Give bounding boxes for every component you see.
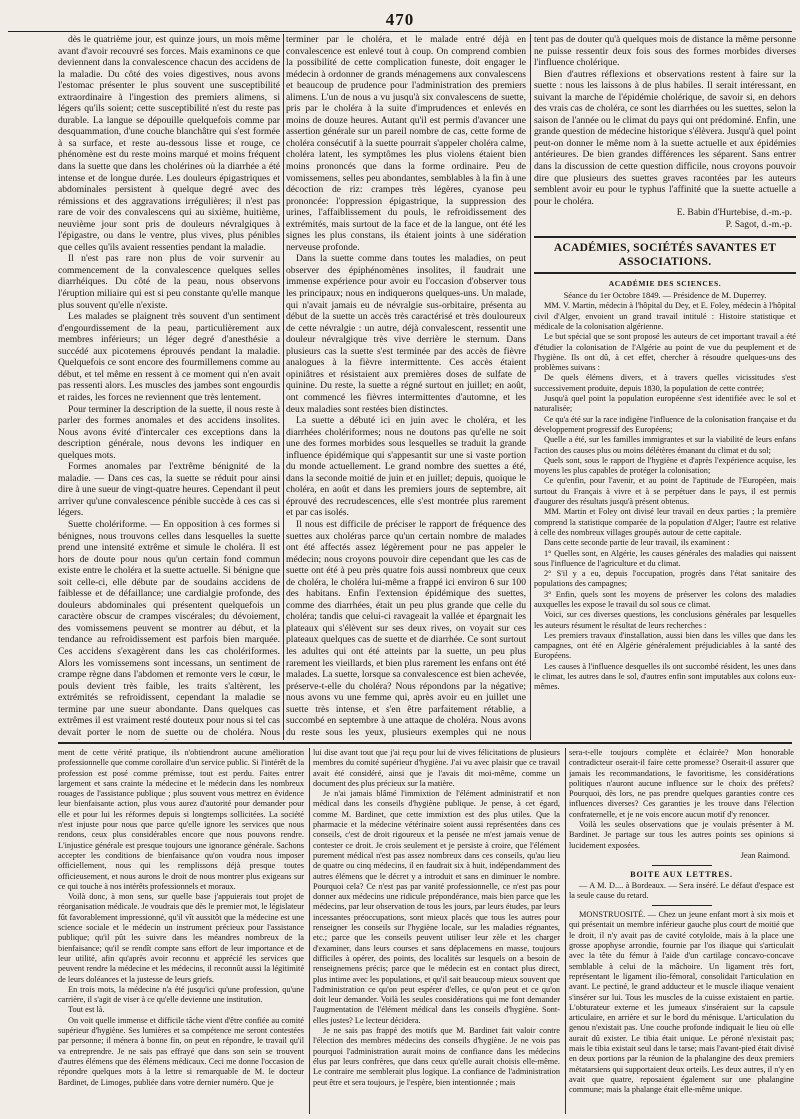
paragraph: Ce qu'enfin, pour l'avenir, et au point de l'aptitude de l'Européen, mais surtout du Français à vivre et à se perpétuer dans le pays, il est permis d'augurer des résultats jusqu'à présent obtenus. [534,476,796,507]
paragraph: De quels élémens divers, et à travers quelles vicissitudes s'est successivement produite, depuis 1830, la population de cette contrée; [534,373,796,393]
paragraph: Pour terminer la description de la suette, il nous reste à parler des formes anomales et des accidens insolites. Nous avons évité d'intercaler ces exceptions dans la description générale, nous devons les indiquer en quelques mots. [58,403,280,461]
paragraph: Dans cette seconde partie de leur travail, ils examinent : [544,538,730,548]
paragraph: MM. V. Martin, médecin à l'hôpital du Dey, et E. Foley, médecin à l'hôpital civil d'Alger, envoient un grand travail intitulé : Histoire statistique et médicale de la colonisation algérienne. [534,301,796,331]
section-title: ACADÉMIES, SOCIÉTÉS SAVANTES ET ASSOCIATIONS. [534,236,796,274]
separator-rule [652,905,712,906]
column-divider [565,748,566,1114]
paragraph: terminer par le choléra, et le malade entré déjà en convalescence est enlevé tout à coup. On comprend combien la possibilité de cette complication funeste, doit engager le médecin à ordonner de grands ménagemens aux convalescens et beaucoup de prudence pour l'administration des premiers alimens. L'un de nous a vu jusqu'à six convalescens de suette, pris par le choléra à la suite d'imprudences et enlevés en moins de douze heures. Autant qu'il est permis d'avancer une assertion générale sur un pareil nombre de cas, cette forme de choléra consécutif à la suette pourrait s'appeler choléra calme, choléra latent, les symptômes les plus violens étaient bien moins prononcés que dans la forme ordinaire. Peu de vomissemens, selles peu abondantes, semblables à la fin à une décoction de riz: crampes très légères, cyanose peu prononcée: l'oppression épigastrique, la suppression des urines, l'affaiblissement du pouls, le refroidissement des extrémités, mais surtout de la face et de la langue, ont été les signes les plus constans, ils étaient joints à une sidération nerveuse profonde. [286,34,526,253]
paragraph: Il nous est difficile de préciser le rapport de fréquence des suettes aux choléras parce qu'un certain nombre de malades ont été affectés assez légèrement pour ne pas appeler le médecin; nous croyons pouvoir dire cependant que les cas de suette ont été à peu près quatre fois aussi nombreux que ceux de choléra, le choléra lui-même a frappé ici environ 6 sur 100 des habitans. Enfin l'extension épidémique des suettes, comme des diarrhées, était un peu plus grande que celle du choléra; tandis que celui-ci ravageait la vallée et épargnait les plateaux qui s'élèvent sur ses deux rives, on voyait sur ces plateaux quelques cas de suette et de diarrhée. Ce sont surtout les adultes qui ont été atteints par la suette, un peu plus rarement les vieillards, et bien plus rarement les enfans ont été malades. La suette, lorsque sa convalescence est bien achevée, préserve-t-elle du choléra? Nous répondons par la négative; nous avons vu une femme qui, après avoir eu en juillet une suette très intense, et s'en être parfaitement rétablie, a succombé en septembre à une attaque de choléra. Nous avons du reste sous les yeux, plusieurs exemples qui ne nous [286,518,526,738]
article-column-1 [58,34,280,740]
column-divider [530,34,531,740]
signature-babin: E. Babin d'Hurtebise, d.-m.-p. [676,207,792,219]
signature-sagot: P. Sagot, d.-m.-p. [725,218,792,230]
column-divider [309,748,310,1114]
middle-rule [58,742,792,744]
paragraph: Je ne sais pas frappé des motifs que M. Bardinet fait valoir contre l'élection des membres médecins des conseils d'hygiène. Je ne vois pas pourquoi l'administration aurait moins de confiance dans les médecins élus par leurs confrères, que dans ceux qu'elle aurait choisis elle-même. Le contraire me semblerait plus logique. La confiance de l'administration peut être et sera toujours, je l'espère, bien intentionnée ; mais [313,1026,560,1087]
paragraph: Il n'est pas rare non plus de voir survenir au commencement de la convalescence quelques selles diarrhéiques. Du côté de la peau, nous observons l'éruption miliaire qui est si peu constante qu'elle manque plus souvent qu'elle n'existe. [58,253,280,311]
paragraph: La suette a débuté ici en juin avec le choléra, et les diarrhées cholériformes; nous ne doutons pas qu'elle ne soit une des formes morbides sous lesquelles se traduit la grande influence épidémique qui s'appesantit sur une si vaste portion du monde actuellement. Le grand nombre des suettes a été, dans la seconde moitié de juin et en juillet; depuis, quoique le choléra, en août et dans les premiers jours de septembre, ait éprouvé des recrudescences, elle s'est montrée plus rarement et par cas isolés. [286,415,526,519]
signature-raimond: Jean Raimond. [740,850,790,860]
separator-rule [652,865,712,866]
paragraph: Voilà donc, à mon sens, sur quelle base j'appuierais tout projet de réorganisation médicale. Je voudrais que dès le premier mot, le législateur fût favorablement impressionné, qu'il vît aussitôt que la médecine est une science sociale et le médecin un instrument précieux pour l'assistance publique; qu'il pût les suivre dans les méandres nombreux de la bienfaisance; qu'il se rendît compte sans effort de leur importance et de leur utilité, afin qu'après avoir reconnu et apprécié les services que peuvent rendre la médecine et les médecins, il reconnût aussi la légitimité de leurs doléances et la justesse de leurs griefs. [58,892,304,984]
letters-box-heading: BOITE AUX LETTRES. [630,870,733,880]
paragraph: Voilà les seules observations que je voulais présenter à M. Bardinet. Je partage sur tous les autres points ses opinions si lucidement exposées. [569,820,794,850]
seance-line: Séance du 1er Octobre 1849. — Présidence de M. Duperrey. [563,290,767,300]
article-column-5 [313,748,560,1114]
paragraph: Je n'ai jamais blâmé l'immixtion de l'élément administratif et non médical dans les conseils d'hygiène publique. Je pense, à cet égard, comme M. Bardinet, que cette immixtion est des plus utiles. Que la pharmacie et la médecine vétérinaire soient aussi représentées dans ces conseils, c'est de droit rigoureux et la pensée ne m'est jamais venue de contester ce droit. Je crois seulement et je persiste à croire, que l'élément purement médical n'est pas assez nombreux dans ces conseils, qu'au lieu de quatre ou cinq médecins, il en faudrait six à huit, indépendamment des autres élémens que le décret y a introduit et sans en diminuer le nombre. Pourquoi cela? Ce n'est pas par vanité professionnelle, ce n'est pas pour donner aux médecins une ridicule prépondérance, mais bien parce que les médecins, par leur observation de tous les jours, par leurs études, par leurs incessantes préoccupations, sont mieux placés que tous les autres pour renseigner les conseils sur l'hygiène locale, sur les maladies régnantes, etc.; parce que les conseils peuvent utiliser leur zèle et les charger d'examiner, dans leurs courses et sans déplacemens en masse, toujours difficiles à opérer, des points, des localités sur lesquels on a besoin de renseignemens précis; parce que le médecin est en contact plus direct, plus intime avec les populations, et qu'il sait beaucoup mieux souvent que l'administration ce qu'on peut espérer d'elles, ce qu'on peut et ce qu'on doit leur demander. Voilà les seules considérations qui me font demander l'augmentation de l'élément médical dans les conseils d'hygiène. Sont-elles justes? Le lecteur décidera. [313,789,560,1025]
paragraph: Quels sont, sous le rapport de l'hygiène et d'après l'expérience acquise, les moyens les plus capables de protéger la colonisation; [534,455,796,476]
letters-box-text: — A M. D.... à Bordeaux. — Sera inséré. Le défaut d'espace est la seule cause du retard. [569,880,794,900]
article-column-4 [58,748,304,1114]
paragraph: ment de cette vérité pratique, ils n'obtiendront aucune amélioration professionnelle que comme corollaire d'un service public. Si l'intérêt de la profession est posé comme prémisse, tout est perdu. Faites entrer largement et sans crainte la médecine et le médecin dans les nombreux rouages de l'assistance publique ; plus souvent vous mettrez en évidence leur bienfaisante action, plus vous aurez d'autorité pour demander pour elle et pour lui les réformes depuis si longtemps sollicitées. La société n'est injuste pour nous que parce qu'elle ignore les services que nous rendons, ceux plus considérables encore que nous pouvons rendre. L'injustice générale est presque toujours une ignorance générale. Sachons accepter les conditions de bienfaisance qu'on voudra nous imposer officiellement, nous qui les remplissons déjà presque toutes officieusement, et nous aurons le droit de nous montrer plus exigeans sur ce qui touche à nos intérêts professionnels et moraux. [58,748,304,891]
paragraph: lui dise avant tout que j'ai reçu pour lui de vives félicitations de plusieurs membres du comité supérieur d'hygiène. J'ai vu avec plaisir que ce travail avait été considéré, ainsi que je l'avais dit moi-même, comme un document des plus précieux sur la matière. [313,748,560,788]
article-column-2 [286,34,526,740]
paragraph: Bien d'autres réflexions et observations restent à faire sur la suette : nous les laissons à de plus habiles. Il serait intéressant, en suivant la marche de l'épidémie cholérique, de savoir si, en dehors des vrais cas de choléra, ce sont les diarrhées ou les suettes, selon la saison de l'année ou le climat du pays qui ont prédominé. Enfin, une grande question de médecine historique s'élèvera. Jusqu'à quel point peut-on donner le même nom à la suette actuelle et aux épidémies antérieures. De bien grandes différences les séparent. Sans entrer dans la discussion de cette question difficile, nous croyons pouvoir dire que plusieurs des suettes graves racontées par les auteurs semblent avoir eu pour le typhus l'affinité que la suette actuelle a pour le choléra. [534,68,796,207]
paragraph: tent pas de douter qu'à quelques mois de distance la même personne ne puisse ressentir deux fois sous des formes morbides diverses l'influence cholérique. [534,34,796,69]
paragraph: Ce qu'a été sur la race indigène l'influence de la colonisation française et du développement progressif des Européens; [534,414,796,434]
academy-name: ACADÉMIE DES SCIENCES. [608,279,722,289]
top-rule [8,31,792,32]
paragraph: Les malades se plaignent très souvent d'un sentiment d'engourdissement de la peau, particulièrement aux membres inférieurs; un léger degré d'anesthésie a succédé aux picotemens éprouvés pendant la maladie. Quelquefois ce sont encore des fourmillemens comme au début, et tel même en ressent à ce moment qui n'en avait pas ressenti alors. Les muscles des jambes sont engourdis et raides, les forces ne reviennent que très lentement. [58,311,280,403]
paragraph: dès le quatrième jour, est quinze jours, un mois même avant d'avoir recouvré ses forces. Mais examinons ce que deviennent dans la convalescence chacun des accidens de la maladie. Du côté des voies digestives, nous avons l'estomac présenter le plus souvent une susceptibilité extraordinaire à l'ingestion des premiers alimens, si légers qu'ils soient; cette susceptibilité n'est du reste pas durable. La langue se dépouille quelquefois comme par desquammation, d'une couche blanchâtre qui s'est formée à sa surface, et reste au-dessous lisse et rouge, ce phénomène est du reste moins marqué et moins fréquent dans la suette que dans les cholérines où la diarrhée a été intense et de longue durée. Les douleurs épigastriques et abdominales persistent à quelque degré avec des rémissions et des aggravations irrégulières; il n'est pas rare de voir des convalescens qui au sixième, huitième, neuvième jour sont pris de douleurs névralgiques à l'épigastre, ou dans le ventre, plus vives, plus pénibles que celles qu'ils avaient ressenties pendant la maladie. [58,34,280,253]
paragraph-italic-lead: Formes anomales par l'extrême bénignité de la maladie. — Dans ces cas, la suette se réduit pour ainsi dire à une sueur de vingt-quatre heures. Cependant il peut arriver qu'une convalescence pénible succède à ces cas si légers. [58,461,280,519]
paragraph: Les premiers travaux d'installation, aussi bien dans les villes que dans les campagnes, ont été en Algérie généralement préjudiciables à la santé des Européens. [534,630,796,661]
article-column-3 [534,34,796,740]
academy-report [534,301,796,692]
paragraph: Tout est là. [68,1005,105,1015]
paragraph: 3° Enfin, quels sont les moyens de préserver les colons des maladies auxquelles les expose le travail du sol sous ce climat. [534,589,796,609]
paragraph: On voit quelle immense et difficile tâche vient d'être confiée au comité supérieur d'hygiène. Ses lumières et sa compétence me seront contestées par personne; il ménera à bonne fin, on peut en répondre, le travail qu'il va entreprendre. Je ne sais pas effrayé que dans son sein se trouvent d'autres élémens que des élémens médicaux. Ceci me donne l'occasion de répondre quelques mots à la lettre si remarquable de M. le docteur Bardinet, de Limoges, publiée dans votre dernier numéro. Que je [58,1015,304,1087]
paragraph: sera-t-elle toujours complète et éclairée? Mon honorable contradicteur oserait-il faire cette promesse? Oserait-il assurer que jamais les recommandations, le favoritisme, les considérations politiques n'auront aucune influence sur le choix des préfets? Pourquoi, dès lors, ne pas prendre quelques garanties contre ces influences diverses? Ces garanties je les trouve dans l'élection confraternelle, et je ne vois encore aucun motif d'y renoncer. [569,748,794,819]
paragraph: Jusqu'à quel point la population européenne s'est identifiée avec le sol et naturalisée; [534,394,796,414]
paragraph: Voici, sur ces diverses questions, les conclusions générales par lesquelles les auteurs résument le résultat de leurs recherches : [534,610,796,630]
monstruosite-article: MONSTRUOSITÉ. — Chez un jeune enfant mort à six mois et qui présentait un membre inférieur gauche plus court de moitié que le droit, il n'y avait pas de cavité cotyloïde, mais à la place une grosse apophyse arrondie, fournie par l'os iliaque qui s'articulait avec la tête du fémur à l'aide d'un cartilage concavo-concave semblable à celui de la mâchoire. Un ligament très fort, représentant le ligament ilio-fémoral, consolidait l'articulation en avant. Le pectiné, le grand adducteur et le muscle iliaque venaient s'insérer sur lui. Tous les muscles de la cuisse existaient en partie. L'obturateur externe et les jumeaux s'inséraient sur la capsule articulaire, en arrière et sur le bord du ménisque. L'articulation du genou n'existait pas. Une couche profonde indiquait le lieu où elle aurait dû exister. Le tibia était unique. Le péroné n'existait pas; mais le tibia existait seul dans le tarse; mais l'avant-pied était divisé en deux portions par la réunion de la phalangine des deux premiers métatarsiens qui supportaient deux orteils. Les deux autres, il n'y en avait que quatre, reposaient également sur une phalangine commune; mais la phalange était elle-même unique. [569,910,794,1095]
paragraph: Les causes à l'influence desquelles ils ont succombé résident, les unes dans le climat, les autres dans le sol, d'autres enfin sont imputables aux colons eux-mêmes. [534,661,796,692]
paragraph: Le but spécial que se sont proposé les auteurs de cet important travail a été d'étudier la colonisation de l'Algérie au point de vue du peuplement et de l'hygiène. Ils ont dû, à cet effet, chercher à résoudre quelques-uns des problèmes suivans : [534,332,796,373]
paragraph: Dans la suette comme dans toutes les maladies, on peut observer des épiphénomènes insolites, il faudrait une immense expérience pour avoir eu l'occasion d'observer tous les principaux; nous en indiquerons quelques-uns. Un malade, qui n'avait jamais eu de névralgie sus-orbitaire, présenta au début de la suette un accès très caractérisé et très douloureux de cette névralgie : un autre, déjà convalescent, ressentit une douleur névralgique très vive derrière le sternum. Dans plusieurs cas la suette s'est terminée par des accès de fièvre analogues à la fièvre intermittente. Ces accès étaient opiniâtres et résistaient aux premières doses de sulfate de quinine. Du reste, la suette a régné surtout en juillet; en août, ont commencé les fièvres intermittentes d'automne, et les deux maladies sont restées bien distinctes. [286,253,526,415]
paragraph: Quelle a été, sur les familles immigrantes et sur la viabilité de leurs enfans l'action des causes plus ou moins délétères émanant du climat et du sol; [534,435,796,455]
paragraph-italic-lead: Suette cholériforme. — En opposition à ces formes si bénignes, nous trouvons celles dans lesquelles la suette prend une intensité extrême et simule le choléra. Il est hors de doute pour nous qu'un certain fond commun existe entre le choléra et la suette actuelle. Si bénigne que soit celle-ci, elle débute par de soudains accidens de faiblesse et de défaillance; une cardialgie profonde, des douleurs abdominales qui présentent quelquefois un caractère obscur de crampes viscérales; du dévoiement, des vomissemens peuvent se montrer au début, et la tendance au refroidissement est parfois bien marquée. Ces accidens s'exagèrent dans les cas cholériformes. Alors les vomissemens sont incessans, un sentiment de crampe règne dans l'abdomen et remonte vers le cœur, le pouls devient très faible, les traits s'altèrent, les extrémités se refroidissent, cependant la maladie se termine par une sueur abondante. Dans quelques cas extrêmes il est vraiment resté douteux pour nous si tel cas devait porter le nom de suette ou de choléra. Nous [58,518,280,738]
column-divider [283,34,284,740]
paragraph: MM. Martin et Foley ont divisé leur travail en deux parties ; la première comprend la statistique comparée de la population d'Alger; l'autre est relative à celle des nombreux villages groupés autour de cette capitale. [534,507,796,537]
paragraph: 2° S'il y a eu, depuis l'occupation, progrès dans l'état sanitaire des populations des campagnes; [534,569,796,589]
page-number: 470 [385,10,415,29]
paragraph: 1° Quelles sont, en Algérie, les causes générales des maladies qui naissent sous l'influence de l'agriculture et du climat. [534,548,796,568]
paragraph: En trois mots, la médecine n'a été jusqu'ici qu'une profession, qu'une carrière, il s'agit de viser à ce qu'elle devienne une institution. [58,984,304,1005]
article-column-6 [569,748,794,1114]
